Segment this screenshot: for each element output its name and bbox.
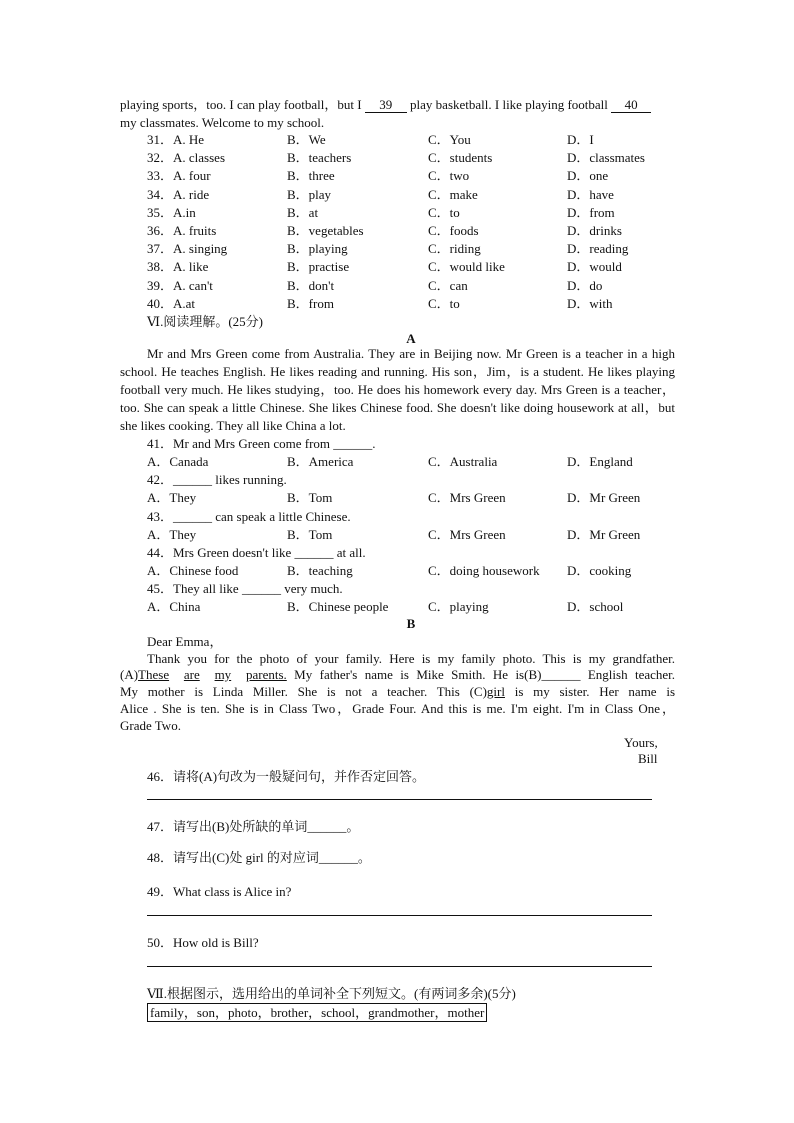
option-b[interactable]: B．play: [287, 186, 332, 202]
option-d[interactable]: D．from: [567, 204, 615, 220]
cloze-question-row: [147, 204, 677, 222]
reading-options-row: [147, 598, 677, 616]
option-a-text: A. singing: [173, 241, 228, 257]
option-b[interactable]: B．Chinese people: [287, 599, 389, 614]
underlined-parents: parents.: [245, 667, 287, 682]
letter-closing: Yours,: [624, 735, 658, 750]
section-6-title: Ⅵ.阅读理解。(25分): [147, 314, 263, 329]
option-d[interactable]: D．Mr Green: [567, 490, 641, 505]
cloze-question-row: [147, 186, 677, 204]
option-a[interactable]: A．Canada: [147, 454, 209, 469]
option-a[interactable]: A．China: [147, 599, 201, 614]
reading-question-stem: 45．They all like ______ very much.: [147, 581, 343, 596]
reading-options-row: [147, 489, 677, 507]
cloze-question-row: [147, 167, 677, 185]
option-b[interactable]: B．practise: [287, 259, 350, 275]
option-a[interactable]: [147, 204, 196, 222]
option-c[interactable]: C．doing housework: [428, 563, 540, 578]
cloze-question-row: [147, 149, 677, 167]
option-b[interactable]: B．three: [287, 168, 335, 184]
option-a-text: A. ride: [173, 186, 210, 202]
cloze-question-row: [147, 277, 677, 295]
option-b[interactable]: B．playing: [287, 241, 348, 257]
option-a-text: A. classes: [173, 150, 226, 166]
question-number: 40．: [147, 295, 174, 311]
option-b[interactable]: B．teaching: [287, 563, 353, 578]
cloze-question-row: [147, 295, 677, 313]
option-c[interactable]: C．to: [428, 204, 460, 220]
underlined-are: are: [183, 667, 200, 682]
blank-39[interactable]: 39: [365, 98, 407, 113]
option-d[interactable]: D．drinks: [567, 223, 622, 238]
question-49: 49．What class is Alice in?: [147, 884, 292, 899]
option-b[interactable]: B．teachers: [287, 150, 352, 166]
question-number: 38．: [147, 259, 174, 275]
cloze-question-row: [147, 258, 677, 276]
passage-a: Mr and Mrs Green come from Australia. They are in Beijing now. Mr Green is a teacher in a high school. He teaches English. He likes reading and running. His son，Jim，is a student. He likes playing football very much. He likes studying，too. He does his homework every day. Mrs Green is a teacher，too. She can speak a little Chinese. She likes Chinese food. She doesn't like doing housework at all，but she likes cooking. They all like China a lot.: [120, 346, 675, 433]
reading-question-stem: 43．______ can speak a little Chinese.: [147, 509, 351, 524]
answer-line-49[interactable]: [147, 915, 652, 916]
passage-line-1: playing sports，too. I can play football，but I 39 play basketball. I like playing football 40: [120, 97, 651, 113]
question-number: 34．: [147, 186, 174, 202]
option-a[interactable]: A．Chinese food: [147, 563, 239, 578]
question-number: 32．: [147, 150, 174, 166]
letter-line-5: Grade Two.: [120, 718, 181, 733]
option-d[interactable]: D．Mr Green: [567, 527, 641, 542]
option-d[interactable]: D．England: [567, 454, 633, 469]
cloze-question-row: [147, 222, 677, 240]
option-a[interactable]: [147, 167, 211, 185]
letter-line-2: (A)These are my parents. My father's name is Mike Smith. He is(B)______ English teacher.: [120, 667, 676, 682]
option-a-text: A. four: [173, 168, 211, 184]
option-c[interactable]: C．riding: [428, 241, 481, 257]
underlined-girl: girl: [486, 684, 505, 699]
reading-options-row: [147, 453, 677, 471]
option-d[interactable]: D．have: [567, 186, 614, 202]
option-c[interactable]: C．make: [428, 186, 478, 202]
part-a-heading: A: [406, 331, 416, 346]
option-a[interactable]: [147, 295, 195, 313]
question-number: 37．: [147, 241, 174, 257]
blank-40[interactable]: 40: [611, 98, 651, 113]
reading-options-row: [147, 526, 677, 544]
question-number: 39．: [147, 277, 174, 293]
option-a-text: A.in: [173, 204, 196, 220]
option-a-text: A.at: [173, 295, 196, 311]
option-b[interactable]: B．don't: [287, 277, 335, 293]
option-c[interactable]: C．to: [428, 295, 460, 311]
part-b-heading: B: [406, 616, 416, 631]
answer-line-50[interactable]: [147, 966, 652, 967]
letter-line-3: My mother is Linda Miller. She is not a teacher. This (C)girl is my sister. Her name is: [120, 684, 675, 699]
option-b[interactable]: B．vegetables: [287, 223, 364, 238]
question-50: 50．How old is Bill?: [147, 935, 259, 950]
option-b[interactable]: B．Tom: [287, 490, 333, 505]
question-number: 35．: [147, 204, 174, 220]
option-a-text: A. can't: [173, 277, 213, 293]
reading-question-stem: 41．Mr and Mrs Green come from ______.: [147, 436, 376, 451]
option-a[interactable]: [147, 186, 209, 204]
option-d[interactable]: D．classmates: [567, 150, 645, 166]
answer-line-46[interactable]: [147, 799, 652, 800]
question-number: 33．: [147, 168, 174, 184]
underlined-my: my: [214, 667, 232, 682]
cloze-question-row: [147, 131, 677, 149]
option-a[interactable]: [147, 222, 216, 240]
letter-signature: Bill: [638, 751, 658, 766]
question-number: 31．: [147, 132, 174, 147]
option-c[interactable]: C．would like: [428, 259, 505, 275]
option-d[interactable]: D．with: [567, 295, 613, 311]
reading-options-row: [147, 562, 677, 580]
option-a[interactable]: [147, 149, 225, 167]
option-c[interactable]: C．Mrs Green: [428, 527, 506, 542]
option-c[interactable]: C．Mrs Green: [428, 490, 506, 505]
letter-line-1: Thank you for the photo of your family. Here is my family photo. This is my grandfather.: [147, 651, 675, 666]
option-d[interactable]: D．school: [567, 599, 624, 614]
question-46: 46．请将(A)句改为一般疑问句，并作否定回答。: [147, 769, 426, 784]
option-c[interactable]: C．Australia: [428, 454, 498, 469]
letter-line-4: Alice . She is ten. She is in Class Two，Grade Four. And this is me. I'm eight. I'm in Class One，: [120, 701, 675, 716]
option-a[interactable]: [147, 277, 213, 295]
option-d[interactable]: D．would: [567, 259, 622, 275]
option-c[interactable]: C．playing: [428, 599, 489, 614]
option-a[interactable]: A．They: [147, 527, 197, 542]
section-7-title: Ⅶ.根据图示，选用给出的单词补全下列短文。(有两词多余)(5分): [147, 986, 516, 1001]
question-number: 36．: [147, 223, 174, 238]
letter-greeting: Dear Emma，: [147, 634, 223, 649]
option-c[interactable]: C．can: [428, 277, 468, 293]
option-d[interactable]: D．I: [567, 132, 594, 147]
option-c[interactable]: C．foods: [428, 223, 479, 238]
option-a[interactable]: [147, 240, 227, 258]
option-c[interactable]: C．two: [428, 168, 470, 184]
option-c[interactable]: C．students: [428, 150, 493, 166]
option-b[interactable]: B．Tom: [287, 527, 333, 542]
option-a[interactable]: [147, 258, 208, 276]
option-b[interactable]: B．at: [287, 204, 319, 220]
reading-question-stem: 42．______ likes running.: [147, 472, 287, 487]
option-d[interactable]: D．do: [567, 277, 603, 293]
option-a[interactable]: [147, 131, 204, 149]
option-d[interactable]: D．cooking: [567, 563, 632, 578]
option-d[interactable]: D．reading: [567, 241, 629, 257]
question-48: 48．请写出(C)处 girl 的对应词______。: [147, 850, 371, 865]
option-a-text: A. He: [173, 132, 205, 147]
option-c[interactable]: C．You: [428, 132, 471, 147]
word-bank-box: family，son，photo，brother，school，grandmother，mother: [147, 1003, 487, 1022]
question-47: 47．请写出(B)处所缺的单词______。: [147, 819, 360, 834]
option-b[interactable]: B．from: [287, 295, 334, 311]
underlined-these: These: [138, 667, 170, 682]
reading-question-stem: 44．Mrs Green doesn't like ______ at all.: [147, 545, 366, 560]
option-b[interactable]: B．America: [287, 454, 354, 469]
option-a-text: A. fruits: [173, 223, 217, 238]
option-a[interactable]: A．They: [147, 490, 197, 505]
cloze-question-row: [147, 240, 677, 258]
option-d[interactable]: D．one: [567, 168, 609, 184]
passage-line-2: my classmates. Welcome to my school.: [120, 115, 325, 130]
option-b[interactable]: B．We: [287, 132, 326, 147]
option-a-text: A. like: [173, 259, 209, 275]
